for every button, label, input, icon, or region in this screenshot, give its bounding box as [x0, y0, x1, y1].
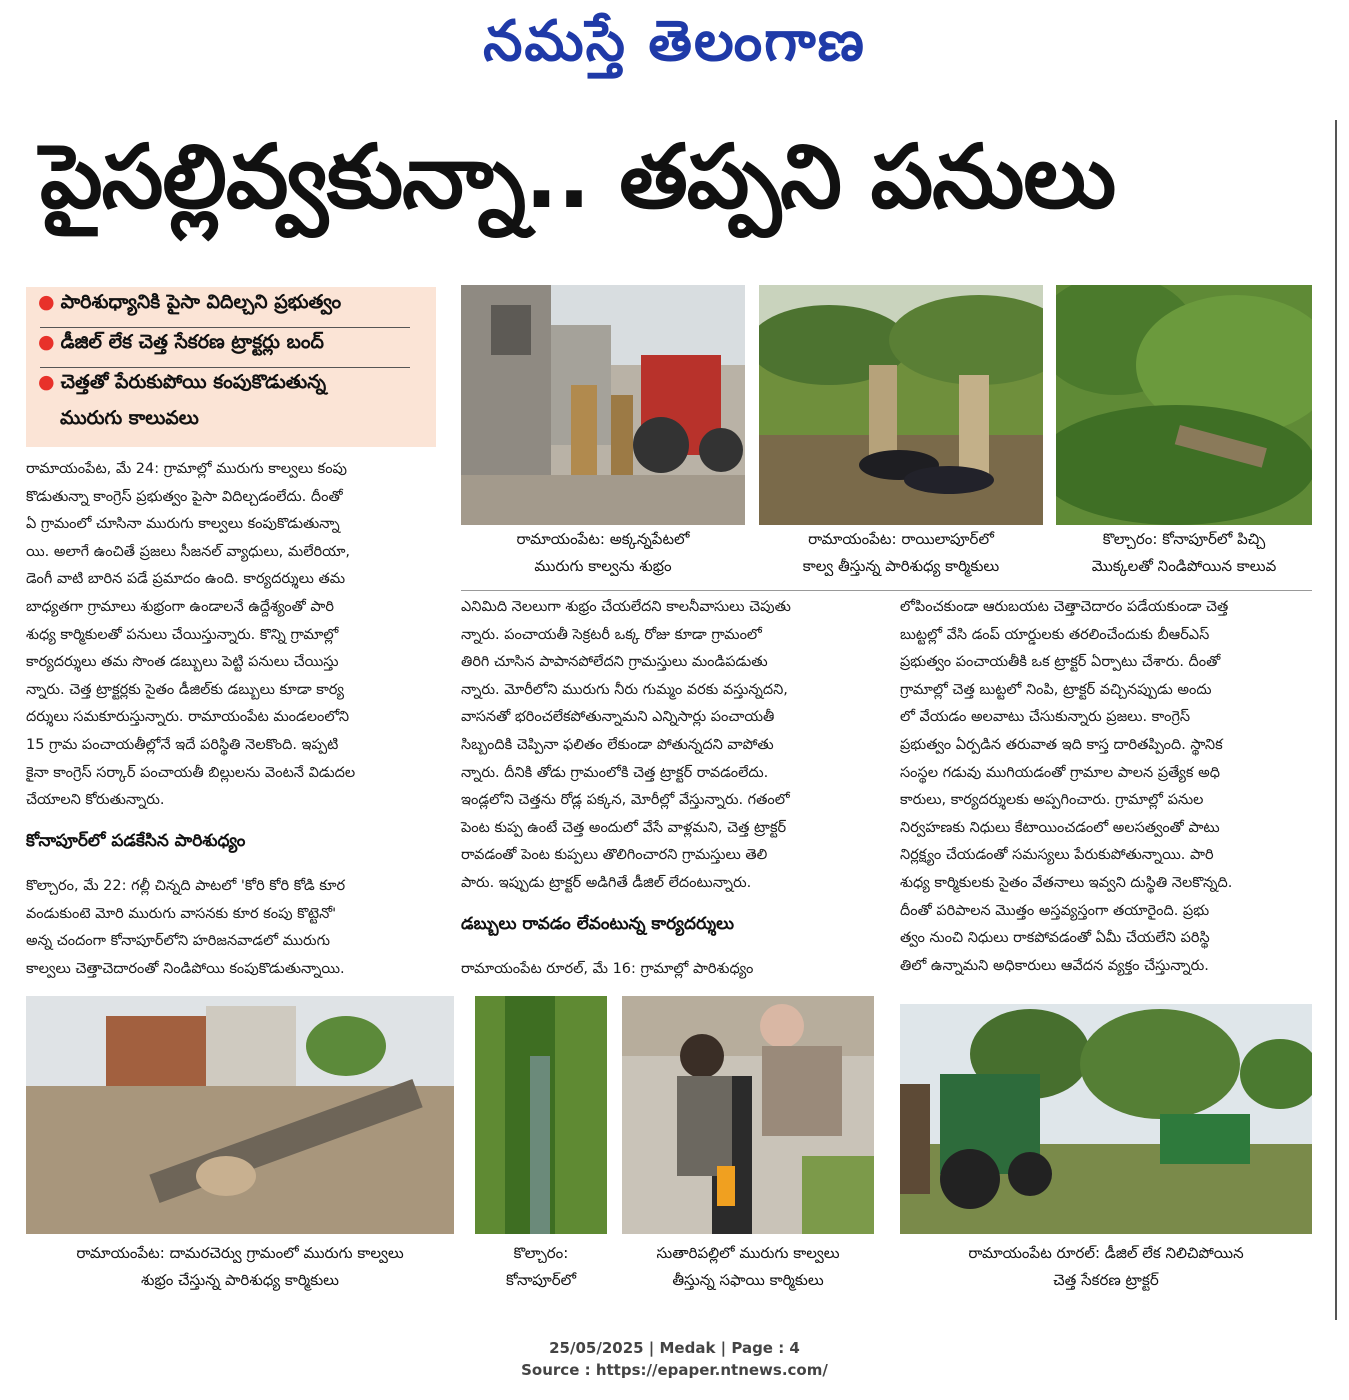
article-line: తిలో ఉన్నామని అధికారులు ఆవేదన వ్యక్తం చేస్తున్నారు. [900, 957, 1209, 974]
article-line: యి. అలాగే ఉంచితే ప్రజలు సీజనల్ వ్యాధులు, మలేరియా, [26, 543, 351, 560]
article-line: నిర్వహణకు నిధులు కేటాయించడంలో అలసత్వంతో పాటు [900, 819, 1220, 836]
article-line: సిబ్బందికి చెప్పినా ఫలితం లేకుండా పోతున్నదని వాపోతు [461, 736, 774, 753]
article-line: దర్శులు సమకూరుస్తున్నారు. రామాయంపేట మండలంలోని [26, 709, 350, 726]
photo-damaracheruvu [26, 996, 454, 1234]
photo-konapur-drain [1056, 285, 1312, 525]
caption-line: సుతారిపల్లిలో మురుగు కాల్వలు [656, 1244, 840, 1262]
article-line: కైనా కాంగ్రెస్ సర్కార్ పంచాయతీ బిల్లులను వెంటనే విడుదల [26, 764, 356, 781]
divider [40, 327, 410, 328]
article-line: కొల్చారం, మే 22: గల్లీ చిన్నది పాటలో 'కోరి కోరి కోడి కూర [26, 878, 346, 894]
article-line: లో వేయడం అలవాటు చేసుకున్నారు ప్రజలు. కాంగ్రెస్ [900, 709, 1191, 726]
article-column-3 [900, 594, 1312, 980]
article-line: న్నారు. మోరీలోని మురుగు నీరు గుమ్మం వరకు వస్తున్నదని, [461, 681, 788, 698]
caption-top2 [759, 526, 1043, 580]
article-line: కార్యదర్శులు తమ సొంత డబ్బులు పెట్టి పనులు చేయిస్తు [26, 654, 339, 671]
article-column-2 [461, 594, 871, 898]
headline: పైసల్లివ్వకున్నా.. తప్పని పనులు [40, 125, 1116, 228]
article-line: రావడంతో పెంట కుప్పలు తొలిగించారని గ్రామస్తులు తెలి [461, 847, 768, 864]
caption-line: కాల్వ తీస్తున్న పారిశుధ్య కార్మికులు [802, 557, 1000, 575]
article-line: రామాయంపేట, మే 24: గ్రామాల్లో మురుగు కాల్వలు కంపు [26, 461, 348, 477]
highlight-item: ● డీజిల్ లేక చెత్త సేకరణ ట్రాక్టర్లు బంద్ [38, 331, 324, 353]
caption-top1 [461, 526, 745, 580]
caption-line: మురుగు కాల్వను శుభ్రం [534, 557, 672, 575]
caption-top3 [1056, 526, 1312, 580]
masthead-logo: నమస్తే తెలంగాణ [483, 8, 866, 74]
caption-line: రామాయంపేట రూరల్: డీజిల్ లేక నిలిచిపోయిన [968, 1244, 1244, 1262]
article-line: సంస్థల గడువు ముగియడంతో గ్రామాల పాలన ప్రత్యేక అధి [900, 764, 1220, 781]
photo-akkannapet [461, 285, 745, 525]
article-line: త్వం నుంచి నిధులు రాకపోవడంతో ఏమీ చేయలేని పరిస్థి [900, 930, 1210, 947]
article-line: బుట్టల్లో వేసి డంప్ యార్డులకు తరలించేందుకు బీఆర్‌ఎస్ [900, 626, 1210, 643]
article-line: ప్రభుత్వం ఏర్పడిన తరువాత ఇది కాస్త దారితప్పింది. స్థానిక [900, 736, 1223, 753]
article-line: న్నారు. పంచాయతీ సెక్రటరీ ఒక్క రోజు కూడా గ్రామంలో [461, 626, 762, 643]
article-line: ఇండ్లలోని చెత్తను రోడ్ల పక్కన, మోరీల్లో వేస్తున్నారు. గతంలో [461, 792, 790, 809]
article-line: నిర్లక్ష్యం చేయడంతో సమస్యలు పేరుకుపోతున్నాయి. పారి [900, 847, 1214, 864]
caption-line: రామాయంపేట: దామరచెర్వు గ్రామంలో మురుగు కాల్వలు [76, 1244, 404, 1262]
caption-line: రామాయంపేట: రాయిలాపూర్‌లో [808, 530, 994, 548]
article-line: డెంగీ వాటి బారిన పడే ప్రమాదం ఉంది. కార్యదర్శులు తమ [26, 571, 346, 588]
caption-line: కోనాపూర్‌లో [505, 1271, 577, 1289]
footer-date-edition: 25/05/2025 | Medak | Page : 4 [549, 1339, 800, 1357]
article-line: పెంట కుప్ప ఉంటే చెత్త అందులో వేసే వాళ్లమని, చెత్త ట్రాక్టర్ [461, 819, 787, 836]
caption-line: మొక్కలతో నిండిపోయిన కాలువ [1091, 557, 1277, 575]
bullet-icon: ● [38, 291, 55, 313]
article-line: రామాయంపేట రూరల్, మే 16: గ్రామాల్లో పారిశుధ్యం [461, 961, 754, 977]
subheading-konapur: కోనాపూర్‌లో పడకేసిన పారిశుధ్యం [26, 831, 246, 851]
photo-konapur-small [475, 996, 607, 1234]
photo-rayilapur [759, 285, 1043, 525]
caption-bot4 [900, 1240, 1312, 1294]
column-rule [1335, 120, 1337, 1320]
bullet-icon: ● [38, 371, 55, 393]
article-line: లోపించకుండా ఆరుబయట చెత్తాచెదారం పడేయకుండా చెత్త [900, 599, 1229, 615]
article-line: న్నారు. చెత్త ట్రాక్టర్లకు సైతం డీజిల్‌కు డబ్బులు కూడా కార్య [26, 681, 345, 698]
article-line: బాధ్యతగా గ్రామాలు శుభ్రంగా ఉండాలనే ఉద్దేశ్యంతో పారి [26, 598, 334, 615]
article-line: ఏ గ్రామంలో చూసినా మురుగు కాల్వలు కంపుకొడుతున్నా [26, 516, 340, 533]
article-line: తిరిగి చూసిన పాపానపోలేదని గ్రామస్తులు మండిపడుతు [461, 654, 768, 671]
caption-line: చెత్త సేకరణ ట్రాక్టర్ [1053, 1271, 1159, 1289]
bullet-icon: ● [38, 331, 55, 353]
caption-line: కొల్చారం: [513, 1244, 569, 1262]
caption-line: తీస్తున్న సఫాయి కార్మికులు [672, 1271, 824, 1289]
highlight-item: ● పారిశుధ్యానికి పైసా విదిల్చని ప్రభుత్వం [38, 291, 342, 313]
footer-source: Source : https://epaper.ntnews.com/ [521, 1361, 828, 1379]
article-line: చేయాలని కోరుతున్నారు. [26, 792, 165, 809]
article-line: ప్రభుత్వం పంచాయతీకి ఒక ట్రాక్టర్ ఏర్పాటు చేశారు. దీంతో [900, 654, 1221, 671]
caption-bot2 [470, 1240, 612, 1294]
caption-bot3 [622, 1240, 874, 1294]
article-line: పారు. ఇప్పుడు ట్రాక్టర్ అడిగితే డీజిల్ లేదంటున్నారు. [461, 874, 752, 891]
article-line: దీంతో పరిపాలన మొత్తం అస్తవ్యస్తంగా తయారైంది. ప్రభు [900, 902, 1210, 919]
article-line: కొడుతున్నా కాంగ్రెస్ ప్రభుత్వం పైసా విదిల్చడంలేదు. దీంతో [26, 488, 343, 505]
article-line: 15 గ్రామ పంచాయతీల్లోనే ఇదే పరిస్థితి నెలకొంది. ఇప్పటి [26, 736, 339, 753]
divider [40, 367, 410, 368]
article-line: అన్న చందంగా కోనాపూర్‌లోని హరిజనవాడలో మురుగు [26, 933, 331, 950]
article-line: శుధ్య కార్మికులకు సైతం వేతనాలు ఇవ్వని దుస్థితి నెలకొన్నది. [900, 874, 1233, 891]
highlight-item-continued: మురుగు కాలువలు [60, 407, 199, 429]
caption-line: కొల్చారం: కోనాపూర్‌లో పిచ్చి [1102, 530, 1266, 548]
subheading-secretaries: డబ్బులు రావడం లేవంటున్న కార్యదర్శులు [461, 914, 735, 934]
article-line: ఎనిమిది నెలలుగా శుభ్రం చేయలేదని కాలనీవాసులు చెపుతు [461, 599, 791, 615]
article-column-2b [461, 956, 871, 984]
highlights-box [26, 287, 436, 447]
caption-line: రామాయంపేట: అక్కన్నపేటలో [516, 530, 690, 548]
divider [461, 590, 1312, 591]
article-line: గ్రామాల్లో చెత్త బుట్టలో నింపి, ట్రాక్టర్ వచ్చినప్పుడు అందు [900, 681, 1212, 698]
photo-sutaripalli [622, 996, 874, 1234]
article-line: కారులు, కార్యదర్శులకు అప్పగించారు. గ్రామాల్లో పనుల [900, 792, 1204, 809]
article-line: న్నారు. దీనికి తోడు గ్రామంలోకి చెత్త ట్రాక్టర్ రావడంలేదు. [461, 764, 769, 781]
highlight-item: ● చెత్తతో పేరుకుపోయి కంపుకొడుతున్న [38, 371, 327, 393]
article-column-1b [26, 873, 436, 983]
article-line: వాసనతో భరించలేకపోతున్నామని ఎన్నిసార్లు పంచాయతీ [461, 709, 775, 726]
article-line: కాల్వలు చెత్తాచెదారంతో నిండిపోయి కంపుకొడుతున్నాయి. [26, 960, 345, 977]
article-line: వండుకుంటె మోరి మురుగు వాసనకు కూర కంపు కొట్టెనో' [26, 905, 337, 922]
caption-line: శుభ్రం చేస్తున్న పారిశుధ్య కార్మికులు [141, 1271, 339, 1289]
photo-tractor [900, 1004, 1312, 1234]
article-column-1 [26, 456, 436, 815]
article-line: శుధ్య కార్మికులతో పనులు చేయిస్తున్నారు. కొన్ని గ్రామాల్లో [26, 626, 339, 643]
caption-bot1 [26, 1240, 454, 1294]
